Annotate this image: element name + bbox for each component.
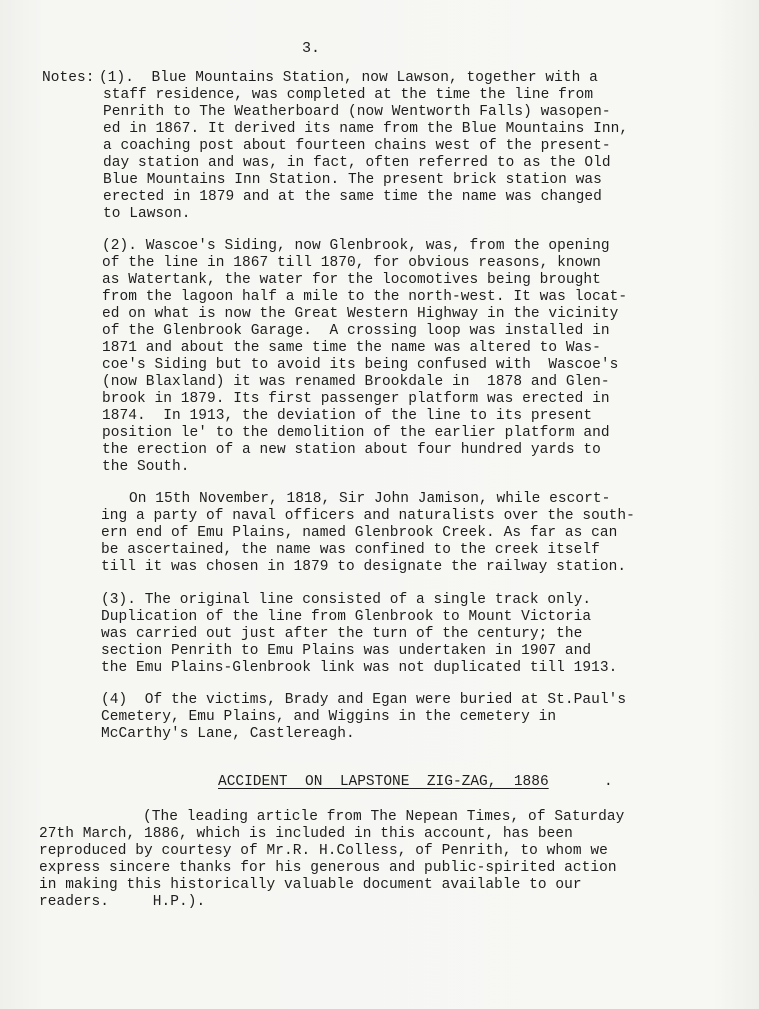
note-line: Blue Mountains Inn Station. The present brick station was bbox=[103, 172, 602, 188]
note-line: position le' to the demolition of the earlier platform and bbox=[102, 425, 610, 441]
note-line: to Lawson. bbox=[103, 206, 191, 222]
note-line: the South. bbox=[102, 459, 190, 475]
note-line: 1874. In 1913, the deviation of the line to its present bbox=[102, 408, 593, 424]
note-line: the Emu Plains-Glenbrook link was not duplicated till 1913. bbox=[101, 660, 618, 676]
notes-label: Notes: bbox=[42, 70, 95, 86]
note-line: section Penrith to Emu Plains was undertaken in 1907 and bbox=[101, 643, 592, 659]
note-line: Penrith to The Weatherboard (now Wentworth Falls) wasopen- bbox=[103, 104, 611, 120]
paragraph-line: ing a party of naval officers and naturalists over the south- bbox=[101, 508, 635, 524]
paragraph-line: express sincere thanks for his generous and public-spirited action bbox=[39, 860, 617, 876]
note-line: day station and was, in fact, often referred to as the Old bbox=[103, 155, 611, 171]
note-line: of the Glenbrook Garage. A crossing loop was installed in bbox=[102, 323, 610, 339]
page-number: 3. bbox=[302, 40, 321, 57]
paragraph-line: 27th March, 1886, which is included in this account, has been bbox=[39, 826, 573, 842]
note-line: (now Blaxland) it was renamed Brookdale in 1878 and Glen- bbox=[102, 374, 610, 390]
paragraph-line: be ascertained, the name was confined to the creek itself bbox=[101, 542, 600, 558]
note-line: Duplication of the line from Glenbrook to Mount Victoria bbox=[101, 609, 592, 625]
note-line: (3). The original line consisted of a single track only. bbox=[101, 592, 592, 608]
paragraph-line: readers. H.P.). bbox=[39, 894, 206, 910]
note-line: brook in 1879. Its first passenger platform was erected in bbox=[102, 391, 610, 407]
note-line: (2). Wascoe's Siding, now Glenbrook, was, from the opening bbox=[102, 238, 610, 254]
note-line: ed in 1867. It derived its name from the Blue Mountains Inn, bbox=[103, 121, 629, 137]
note-line: from the lagoon half a mile to the north-west. It was locat- bbox=[102, 289, 628, 305]
paragraph-line: reproduced by courtesy of Mr.R. H.Colless, of Penrith, to whom we bbox=[39, 843, 608, 859]
paragraph-line: On 15th November, 1818, Sir John Jamison, while escort- bbox=[129, 491, 611, 507]
note-line: McCarthy's Lane, Castlereagh. bbox=[101, 726, 355, 742]
note-line: 1871 and about the same time the name was altered to Was- bbox=[102, 340, 601, 356]
note-line: as Watertank, the water for the locomotives being brought bbox=[102, 272, 601, 288]
note-line: (1). Blue Mountains Station, now Lawson, together with a bbox=[99, 70, 598, 86]
note-line: Cemetery, Emu Plains, and Wiggins in the cemetery in bbox=[101, 709, 557, 725]
section-heading: ACCIDENT ON LAPSTONE ZIG-ZAG, 1886 bbox=[218, 774, 549, 790]
note-line: staff residence, was completed at the time the line from bbox=[103, 87, 594, 103]
paragraph-line: in making this historically valuable document available to our bbox=[39, 877, 582, 893]
note-line: (4) Of the victims, Brady and Egan were buried at St.Paul's bbox=[101, 692, 627, 708]
note-line: erected in 1879 and at the same time the name was changed bbox=[103, 189, 602, 205]
note-line: coe's Siding but to avoid its being confused with Wascoe's bbox=[102, 357, 619, 373]
note-line: ed on what is now the Great Western Highway in the vicinity bbox=[102, 306, 619, 322]
paragraph-line: ern end of Emu Plains, named Glenbrook Creek. As far as can bbox=[101, 525, 618, 541]
note-line: of the line in 1867 till 1870, for obvious reasons, known bbox=[102, 255, 601, 271]
note-line: the erection of a new station about four hundred yards to bbox=[102, 442, 601, 458]
paragraph-line: till it was chosen in 1879 to designate the railway station. bbox=[101, 559, 627, 575]
section-heading-period: . bbox=[604, 774, 613, 790]
paragraph-line: (The leading article from The Nepean Times, of Saturday bbox=[143, 809, 625, 825]
note-line: a coaching post about fourteen chains west of the present- bbox=[103, 138, 611, 154]
note-line: was carried out just after the turn of the century; the bbox=[101, 626, 583, 642]
